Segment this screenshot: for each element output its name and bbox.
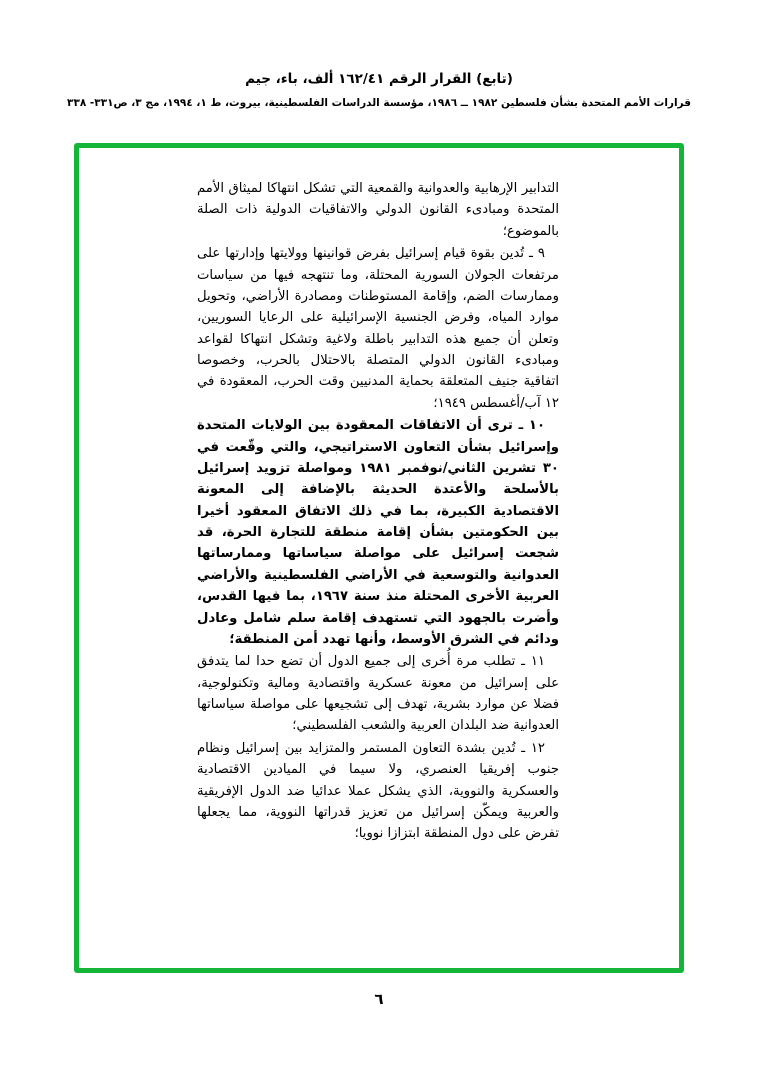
paragraph-12: ١٢ ـ تُدين بشدة التعاون المستمر والمتزايد بين إسرائيل ونظام جنوب إفريقيا العنصري، ولا سيما في الميادين الاقتصادية والعسكرية والنووية، الذي يشكل عملا عدائيا ضد الدول الإفريقية والعربية ويمكّن إسرائيل من تعزيز قدراتها النووية، مما يجعلها تفرض على دول المنطقة ابتزازا نوويا؛ (197, 740, 559, 842)
green-border-frame (74, 143, 684, 973)
document-title: (تابع) القرار الرقم ١٦٢/٤١ ألف، باء، جيم (245, 71, 513, 87)
document-header (0, 70, 758, 111)
paragraph-9: ٩ ـ تُدين بقوة قيام إسرائيل بفرض قوانينها وولايتها وإدارتها على مرتفعات الجولان السورية المحتلة، وما تنتهجه فيها من سياسات وممارسات الضم، وإقامة المستوطنات ومصادرة الأراضي، وتحويل موارد المياه، وفرض الجنسية الإسرائيلية على الرعايا السوريين، وتعلن أن جميع هذه التدابير باطلة ولاغية وتشكل انتهاكا لقواعد ومبادىء القانون الدولي المتصلة بالاحتلال بالحرب، وخصوصا اتفاقية جنيف المتعلقة بحماية المدنيين وقت الحرب، المعقودة في ١٢ آب/أغسطس ١٩٤٩؛ (197, 246, 559, 411)
page-number: ٦ (374, 990, 384, 1008)
paragraph-10: ١٠ ـ ترى أن الاتفاقات المعقودة بين الولايات المتحدة وإسرائيل بشأن التعاون الاستراتيجي، والتي وقّعت في ٣٠ تشرين الثاني/نوفمبر ١٩٨١ ومواصلة تزويد إسرائيل بالأسلحة والأعتدة الحديثة بالإضافة إلى المعونة الاقتصادية الكبيرة، بما في ذلك الاتفاق المعقود أخيرا بين الحكومتين بشأن إقامة منطقة للتجارة الحرة، قد شجعت إسرائيل على مواصلة سياساتها وممارساتها العدوانية والتوسعية في الأراضي الفلسطينية والأراضي العربية الأخرى المحتلة منذ سنة ١٩٦٧، بما فيها القدس، وأضرت بالجهود التي تستهدف إقامة سلم شامل وعادل ودائم في الشرق الأوسط، وأنها تهدد أمن المنطقة؛ (197, 418, 560, 647)
document-body (197, 178, 559, 845)
paragraph-intro: التدابير الإرهابية والعدوانية والقمعية التي تشكل انتهاكا لميثاق الأمم المتحدة ومبادىء القانون الدولي والاتفاقيات الدولية ذات الصلة بالموضوع؛ (197, 181, 559, 239)
paragraph-11: ١١ ـ تطلب مرة أُخرى إلى جميع الدول أن تضع حدا لما يتدفق على إسرائيل من معونة عسكرية واقتصادية ومالية وتكنولوجية، فضلا عن موارد بشرية، تهدف إلى تشجيعها على مواصلة سياساتها العدوانية ضد البلدان العربية والشعب الفلسطيني؛ (197, 654, 559, 734)
document-source-line: قرارات الأمم المتحدة بشأن فلسطين ١٩٨٢ ــ ١٩٨٦، مؤسسة الدراسات الفلسطينية، بيروت، ط ١، ١٩٩٤، مج ٣، ص٣٣١- ٣٣٨ (67, 96, 691, 109)
